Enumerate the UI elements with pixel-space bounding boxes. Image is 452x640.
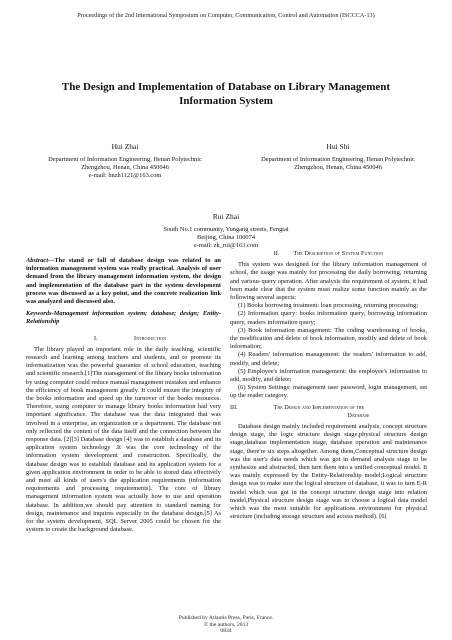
author-affiliation: South No.1 community, Yungang streets, Fengtai — [163, 226, 289, 233]
section-heading-3 — [230, 404, 427, 420]
page-number: 0834 — [220, 628, 232, 635]
keywords: Keywords-Management information system; database; design; Entity-Relationship — [26, 310, 221, 326]
author-affiliation: Department of Information Engineering, Henan Polytechnic — [261, 156, 415, 163]
author-email: e-mail: zk_rui@163.com — [193, 242, 259, 249]
copyright-line: © the authors, 2013 — [203, 621, 249, 628]
author-name: Rui Zhai — [212, 212, 240, 221]
section-title: The Design and Implementation of the — [273, 403, 364, 411]
author-address: Zhengzhou, Henan, China 450046 — [294, 164, 382, 171]
author-address: Beijing, China 100074 — [196, 234, 256, 241]
publisher-line: Published by Atlantis Press, Paris, France. — [178, 615, 274, 621]
function-item-4: (4) Readers' information management: the readers' information to add, modify, and delete; — [230, 351, 427, 367]
abstract-label: Abstract— — [26, 257, 55, 264]
function-item-5: (5) Employee's information management: the employee's information to add, modify, and delete; — [230, 367, 427, 384]
left-column — [26, 257, 221, 535]
section-title: The Description of System Function — [293, 250, 384, 257]
author-address: Zhengzhou, Henan, China 450046 — [81, 164, 169, 171]
publisher-footer — [0, 615, 452, 635]
abstract-text: The stand or fall of database design was related to an information management system was really practical. Analysis of user demand from the library management information system, the design and implementation of the database part in the system development process was discussed as a key point, and the concrete realization link was analyzed and discussed also. — [26, 257, 221, 306]
author-block-2 — [238, 143, 438, 172]
author-affiliation: Department of Information Engineering, Henan Polytechnic — [48, 156, 202, 163]
function-item-2: (2) Information query: books information query, borrowing information query, readers information query; — [230, 310, 427, 326]
section-number: III. — [230, 403, 238, 411]
section-heading-1 — [26, 335, 221, 343]
function-item-3: (3) Book information management: The coding warehousing of books, the modification and delete of book information, modify and delete of book information; — [230, 326, 427, 351]
database-design-paragraph: Database design mainly included requirement analysis, concept structure design stage, the logic structure design stage,physical structure design stage,database implementation stage, database operation and maintenance stage, there're six steps altogether. Among them,Conceptual structure design was the user's data needs which was got in demand analysis stage to be synthesize and abstracted, then turn them into a unified conceptual model. It was mainly expressed by the Entity-Relationship model;Logical structure design was to make sure the logical structure of database, it was to turn E-R model which was got in the concept structure design stage into relation model,Physical structure design stage was to choose a logical data model which was the most suitable for applications environment for physical structure (including storage structure and access method). [6] — [230, 423, 427, 521]
author-name: Hui Zhai — [111, 142, 139, 151]
author-email: e-mail: hnzh1121@163.com — [88, 172, 162, 179]
proceedings-header: Proceedings of the 2nd International Symposium on Computer, Communication, Control and Automation (ISCCCA-13) — [77, 12, 375, 19]
abstract — [26, 257, 221, 306]
intro-paragraph: The library played an important role in the daily teaching, scientific research and learning among teachers and students, and to promote its informatization was the powerful guarantee of school education, teaching and scientific research.[1]The management of the library books information by using computer could reduce manual management mistakes and enhance the efficiency of book management greatly. It could ensure the integrity of the books information and speed up the turnover of the books resources. Therefore, using computer to manage library books information had very important significance. The database was the data integrated that was involved in a enterprise, an organization or a department. The database not only reflected the content of the data itself and the connection between the response data. [2][3] Database design [4] was to establish a database and its application system technology .It was the core technology of the information system development and construction. Specifically, the database design was to establish database and its application system for a given application environment in order to be able to stored data effectively and meet all kinds of users's the application requirements (information requirements and processing requirements). The core of library management information system was actually how to use and operation database. In addition,we should pay attention to standard naming for design, maintenance and inquires especially in the database design.[5] As for the system development, SQL Server 2005 could be chosen for the system to create the background database. — [26, 345, 221, 534]
right-column — [230, 244, 427, 522]
section-title: Introduction — [134, 334, 167, 342]
author-block-1 — [25, 143, 225, 180]
author-name: Hui Shi — [326, 142, 350, 151]
function-item-6: (6) System Settings: management user password, login management, set up the reader category. — [230, 384, 427, 400]
section-title-continued: Database — [347, 411, 370, 419]
paper-title: The Design and Implementation of Database on Library Management Information System — [61, 81, 391, 107]
section-number: II. — [273, 250, 280, 257]
system-intro-paragraph: This system was designed for the library information management of school, the usage was mainly for processing the daily borrowing, returning and various query operation. After analysis the requirement of system, it had been made clear that the system must realize some function mainly as the following several aspects: — [230, 261, 427, 302]
function-item-1: (1) Books borrowing treatment: loan processing, returning processing; — [238, 302, 418, 310]
section-heading-2 — [230, 250, 427, 258]
section-number: I. — [94, 334, 98, 342]
